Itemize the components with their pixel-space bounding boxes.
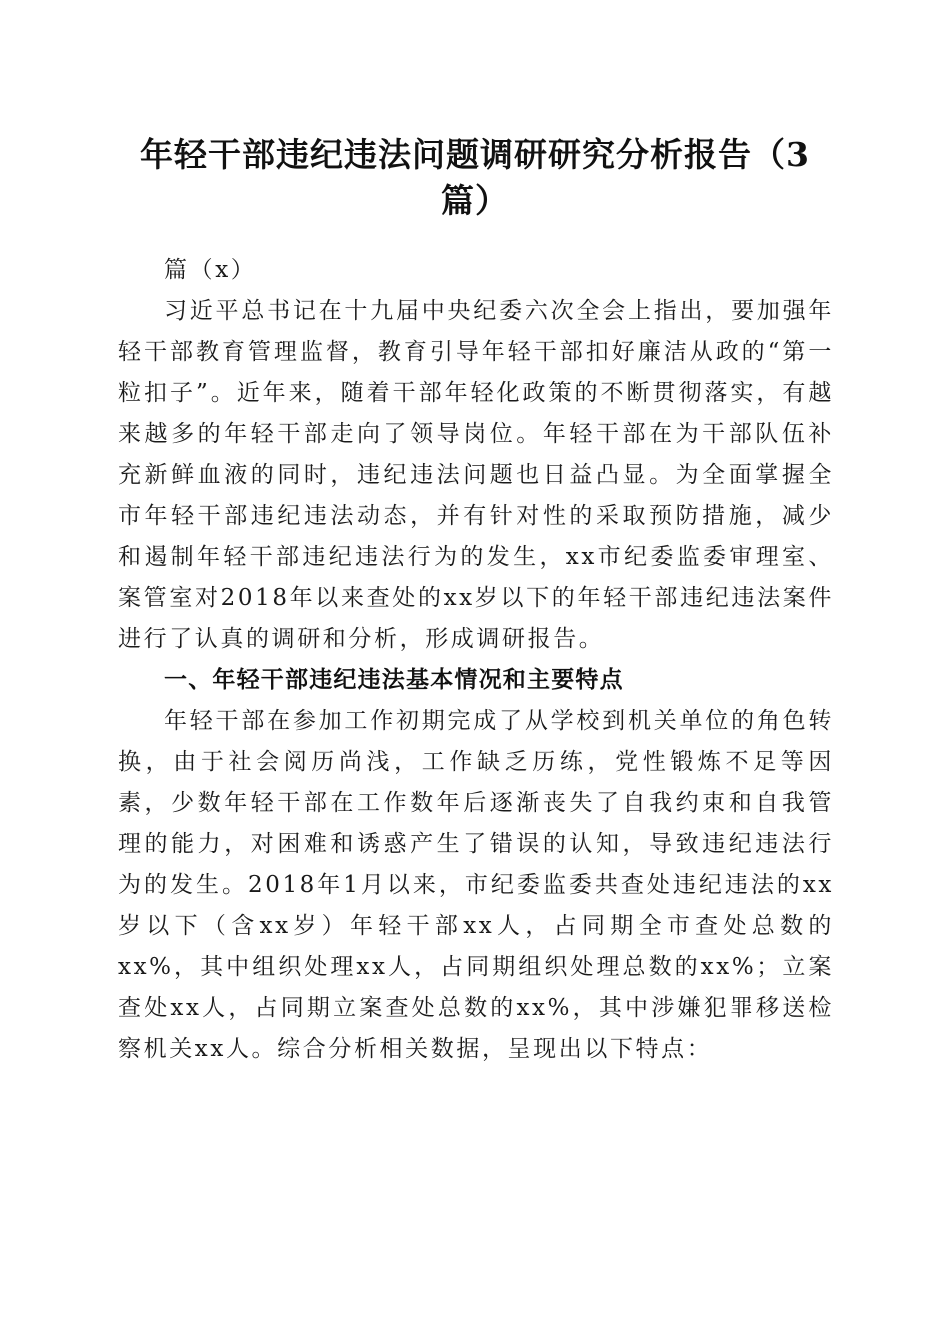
section-label: 篇（x） [164,257,257,283]
body-paragraph: 年轻干部在参加工作初期完成了从学校到机关单位的角色转换，由于社会阅历尚浅，工作缺乏历练，党性锻炼不足等因素，少数年轻干部在工作数年后逐渐丧失了自我约束和自我管理的能力，对困难和诱惑产生了错误的认知，导致违纪违法行为的发生。2018年1月以来，市纪委监委共查处违纪违法的xx岁以下（含xx岁）年轻干部xx人，占同期全市查处总数的xx%，其中组织处理xx人，占同期组织处理总数的xx%；立案查处xx人，占同期立案查处总数的xx%，其中涉嫌犯罪移送检察机关xx人。综合分析相关数据，呈现出以下特点： [118,708,834,1062]
section-heading: 一、年轻干部违纪违法基本情况和主要特点 [164,667,624,693]
intro-paragraph: 习近平总书记在十九届中央纪委六次全会上指出，要加强年轻干部教育管理监督，教育引导年轻干部扣好廉洁从政的“第一粒扣子”。近年来，随着干部年轻化政策的不断贯彻落实，有越来越多的年轻干部走向了领导岗位。年轻干部在为干部队伍补充新鲜血液的同时，违纪违法问题也日益凸显。为全面掌握全市年轻干部违纪违法动态，并有针对性的采取预防措施，减少和遏制年轻干部违纪违法行为的发生，xx市纪委监委审理室、案管室对2018年以来查处的xx岁以下的年轻干部违纪违法案件进行了认真的调研和分析，形成调研报告。 [118,298,834,652]
document-title: 年轻干部违纪违法问题调研研究分析报告（3篇） [140,135,810,220]
document-body [118,250,834,1070]
